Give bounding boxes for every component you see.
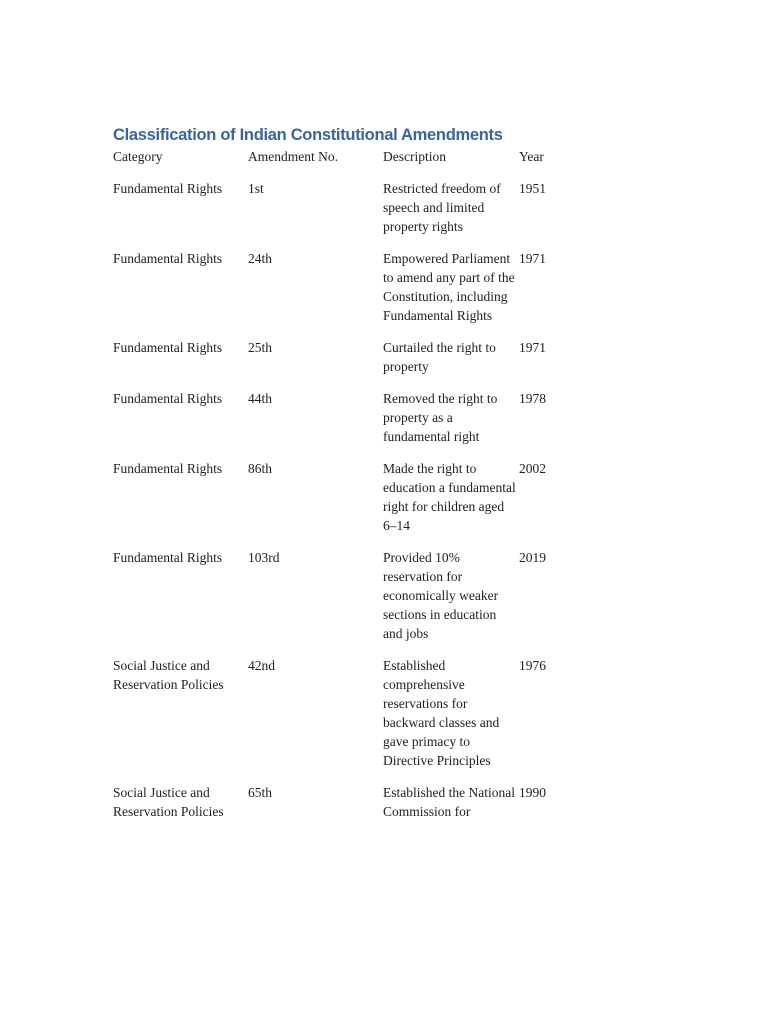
- amendment-cell: 44th: [248, 391, 273, 406]
- category-cell: Fundamental Rights: [113, 391, 223, 406]
- year-cell: 1971: [519, 251, 546, 266]
- description-cell: Made the right to education a fundamental right for children aged 6–14: [383, 461, 516, 533]
- description-cell: Restricted freedom of speech and limited property rights: [383, 181, 501, 234]
- table-row: [113, 338, 579, 389]
- year-cell: 1990: [519, 785, 546, 800]
- year-cell: 2019: [519, 550, 546, 565]
- document-title: Classification of Indian Constitutional Amendments: [113, 126, 503, 144]
- description-cell: Empowered Parliament to amend any part of the Constitution, including Fundamental Rights: [383, 251, 515, 323]
- category-cell: Fundamental Rights: [113, 340, 223, 355]
- column-header-year: Year: [519, 149, 544, 164]
- year-cell: 1976: [519, 658, 546, 673]
- table-row: [113, 179, 579, 249]
- amendment-cell: 103rd: [248, 550, 280, 565]
- amendment-cell: 65th: [248, 785, 273, 800]
- category-cell: Fundamental Rights: [113, 550, 223, 565]
- category-cell: Fundamental Rights: [113, 461, 223, 476]
- column-header-description: Description: [383, 149, 446, 164]
- column-header-amendment-no: Amendment No.: [248, 149, 338, 164]
- table-row: [113, 656, 579, 783]
- description-cell: Removed the right to property as a fundamental right: [383, 391, 498, 444]
- table-row: [113, 783, 579, 834]
- amendment-cell: 42nd: [248, 658, 275, 673]
- table-row: [113, 459, 579, 548]
- amendment-cell: 1st: [248, 181, 264, 196]
- amendment-cell: 24th: [248, 251, 273, 266]
- year-cell: 2002: [519, 461, 546, 476]
- description-cell: Provided 10% reservation for economically weaker sections in education and jobs: [383, 550, 499, 641]
- description-cell: Curtailed the right to property: [383, 340, 496, 374]
- category-cell: Fundamental Rights: [113, 251, 223, 266]
- year-cell: 1978: [519, 391, 546, 406]
- amendment-cell: 86th: [248, 461, 273, 476]
- category-cell: Fundamental Rights: [113, 181, 223, 196]
- description-cell: Established comprehensive reservations for backward classes and gave primacy to Directive Principles: [383, 658, 500, 768]
- description-cell: Established the National Commission for: [383, 785, 515, 819]
- table-row: [113, 249, 579, 338]
- amendment-cell: 25th: [248, 340, 273, 355]
- table-row: [113, 548, 579, 656]
- table-row: [113, 389, 579, 459]
- year-cell: 1971: [519, 340, 546, 355]
- amendments-table: [113, 146, 579, 834]
- category-cell: Social Justice and Reservation Policies: [113, 785, 224, 819]
- table-header-row: [113, 146, 579, 179]
- document-page: [113, 124, 673, 834]
- column-header-category: Category: [113, 149, 163, 164]
- year-cell: 1951: [519, 181, 546, 196]
- category-cell: Social Justice and Reservation Policies: [113, 658, 224, 692]
